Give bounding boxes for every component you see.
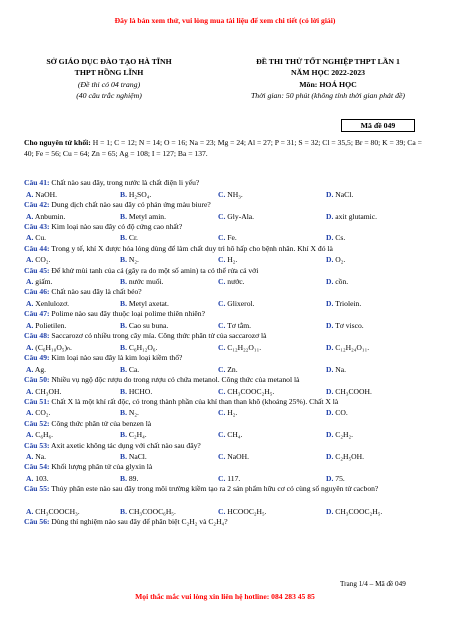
option-text: NH₃. [227, 189, 243, 199]
option-letter: C. [218, 452, 226, 462]
answer-options [24, 320, 426, 331]
option-letter: B. [120, 255, 127, 265]
question-number: Câu 48: [24, 331, 50, 341]
answer-option[interactable] [218, 232, 237, 243]
answer-options [24, 407, 426, 418]
answer-option[interactable] [326, 232, 345, 243]
answer-option[interactable] [218, 364, 238, 375]
option-letter: A. [26, 430, 34, 440]
question-number: Câu 51: [24, 396, 50, 406]
option-text: CH₃COOH. [335, 386, 372, 396]
question-stem [24, 517, 426, 528]
answer-option[interactable] [326, 451, 364, 462]
option-text: N₂. [128, 408, 139, 418]
answer-option[interactable] [218, 386, 274, 397]
answer-option[interactable] [218, 189, 243, 200]
option-text: (C₆H₁₀O₅)ₙ. [35, 342, 72, 352]
school-year: NĂM HỌC 2022-2023 [290, 68, 366, 78]
option-text: Xenlulozơ. [35, 299, 70, 309]
option-text: NaOH. [35, 189, 58, 199]
atomic-mass-note [24, 137, 426, 159]
option-text: Zn. [227, 364, 238, 374]
option-text: Metyl amin. [128, 211, 166, 221]
answer-option[interactable] [26, 407, 50, 418]
option-text: CO₂. [35, 255, 51, 265]
answer-options [24, 276, 426, 287]
option-text: Polietilen. [35, 320, 67, 330]
option-text: Cu. [35, 233, 47, 243]
answer-option[interactable] [26, 298, 69, 309]
option-letter: D. [326, 211, 334, 221]
answer-option[interactable] [218, 298, 255, 309]
option-letter: D. [326, 189, 334, 199]
option-letter: D. [326, 255, 334, 265]
department-name: SỞ GIÁO DỤC ĐÀO TẠO HÀ TĨNH [46, 57, 172, 66]
preview-banner: Đây là bản xem thử, vui lòng mua tài liệu để xem chi tiết (có lời giải) [114, 16, 336, 25]
question-stem [24, 309, 426, 320]
option-letter: A. [26, 474, 34, 484]
question-number: Câu 52: [24, 418, 50, 428]
option-text: 89. [128, 474, 139, 484]
option-letter: C. [218, 189, 226, 199]
option-text: CH₃COOCH₃. [35, 506, 80, 516]
answer-option[interactable] [26, 211, 65, 222]
answer-option[interactable] [120, 189, 151, 200]
answer-option[interactable] [120, 298, 169, 309]
question-text: Để khử mùi tanh của cá (gây ra do một số amin) ta có thể rửa cá với [49, 265, 259, 275]
option-letter: D. [326, 452, 334, 462]
option-text: C₂H₅OH. [335, 452, 365, 462]
option-text: HCOOC₂H₅. [227, 506, 267, 516]
option-text: nước. [227, 277, 245, 287]
answer-option[interactable] [218, 473, 240, 484]
answer-option[interactable] [218, 506, 267, 517]
question-number: Câu 43: [24, 221, 50, 231]
question-stem [24, 178, 426, 189]
option-letter: B. [120, 233, 127, 243]
option-text: Cs. [335, 233, 346, 243]
subject: Môn: HOÁ HỌC [299, 79, 357, 89]
option-text: giấm. [35, 277, 53, 287]
question-text: Saccarozơ có nhiều trong cây mía. Công thức phân tử của saccarozơ là [49, 331, 267, 341]
question-number: Câu 50: [24, 374, 50, 384]
answer-option[interactable] [326, 298, 361, 309]
answer-option[interactable] [326, 506, 382, 517]
answer-options [24, 429, 426, 440]
school-header [24, 56, 194, 102]
option-letter: D. [326, 320, 334, 330]
question-stem [24, 331, 426, 342]
option-text: Tơ tằm. [227, 320, 251, 330]
time-limit: Thời gian: 50 phút (không tính thời gian phát đề) [250, 91, 406, 101]
option-letter: D. [326, 386, 334, 396]
question-text: Thủy phân este nào sau đây trong môi trường kiềm tạo ra 2 sản phẩm hữu cơ có cùng số nguyên tử cacbon? [49, 484, 379, 494]
answer-option[interactable] [326, 429, 353, 440]
answer-option[interactable] [218, 211, 254, 222]
answer-option[interactable] [26, 386, 61, 397]
question-text: Chất X là một khí rất độc, có trong thành phần của khí than than khô (khoảng 25%). Chất X là [49, 396, 339, 406]
answer-option[interactable] [326, 276, 348, 287]
answer-option[interactable] [120, 473, 138, 484]
option-letter: A. [26, 299, 34, 309]
option-text: cồn. [335, 277, 349, 287]
question-number: Câu 55: [24, 484, 50, 494]
option-letter: B. [120, 364, 127, 374]
option-text: Ag. [34, 364, 47, 374]
answer-option[interactable] [218, 276, 245, 287]
answer-option[interactable] [26, 473, 49, 484]
answer-option[interactable] [26, 276, 52, 287]
question-number: Câu 44: [24, 243, 50, 253]
answer-option[interactable] [26, 232, 46, 243]
option-letter: B. [120, 342, 127, 352]
option-text: Triolein. [335, 299, 362, 309]
option-text: CH₄. [227, 430, 243, 440]
option-text: Na. [335, 364, 347, 374]
answer-options [24, 473, 426, 484]
option-letter: B. [120, 452, 127, 462]
answer-option[interactable] [26, 506, 80, 517]
option-letter: A. [26, 233, 34, 243]
answer-option[interactable] [218, 254, 237, 265]
option-text: H₂. [227, 408, 238, 418]
answer-option[interactable] [326, 364, 346, 375]
answer-options [24, 451, 426, 462]
option-text: 103. [35, 474, 49, 484]
question-number: Câu 45: [24, 265, 50, 275]
option-letter: B. [120, 320, 127, 330]
option-letter: A. [26, 277, 34, 287]
hotline-banner: Mọi thắc mắc vui lòng xin liên hệ hotline: 084 283 45 85 [135, 592, 315, 601]
answer-option[interactable] [26, 320, 66, 331]
option-letter: C. [218, 233, 226, 243]
atomic-mass-label: Cho nguyên tử khối: [24, 138, 91, 147]
option-letter: D. [326, 364, 334, 374]
question-stem [24, 200, 426, 211]
option-letter: C. [218, 408, 226, 418]
option-text: Anbumin. [34, 211, 66, 221]
option-letter: A. [26, 342, 34, 352]
answer-option[interactable] [120, 451, 147, 462]
option-letter: B. [120, 474, 127, 484]
page-count-note: (Đề thi có 04 trang) [77, 79, 141, 89]
question-number: Câu 41: [24, 178, 50, 187]
answer-options [24, 364, 426, 375]
option-letter: D. [326, 430, 334, 440]
option-text: N₂. [128, 255, 139, 265]
option-letter: C. [218, 320, 226, 330]
answer-options [24, 254, 426, 265]
question-text: Kim loại nào sau đây có độ cứng cao nhất? [49, 221, 183, 231]
option-text: 75. [335, 474, 345, 484]
option-text: Fe. [227, 233, 237, 243]
option-text: CH₃COOC₂H₅. [227, 386, 275, 396]
answer-option[interactable] [120, 232, 138, 243]
answer-option[interactable] [120, 254, 139, 265]
answer-option[interactable] [326, 189, 353, 200]
question-number: Câu 46: [24, 287, 50, 297]
answer-options [24, 189, 426, 200]
answer-option[interactable] [218, 407, 237, 418]
option-letter: B. [120, 277, 127, 287]
option-letter: D. [326, 233, 334, 243]
question-stem [24, 375, 426, 386]
option-letter: C. [218, 506, 226, 516]
option-letter: A. [26, 506, 34, 516]
question-stem [24, 441, 426, 452]
question-stem [24, 353, 426, 364]
option-letter: C. [218, 430, 226, 440]
option-letter: C. [218, 299, 226, 309]
option-text: Glixerol. [227, 299, 255, 309]
question-number: Câu 56: [24, 516, 50, 526]
answer-option[interactable] [26, 342, 72, 353]
question-text: Dung dịch chất nào sau đây có phản ứng màu biure? [49, 199, 211, 209]
option-text: C₂H₄. [128, 430, 147, 440]
option-letter: B. [120, 430, 127, 440]
option-text: Gly-Ala. [227, 211, 255, 221]
answer-option[interactable] [120, 386, 152, 397]
question-stem [24, 287, 426, 298]
question-stem [24, 266, 426, 277]
option-letter: D. [326, 506, 334, 516]
answer-options [24, 211, 426, 222]
answer-option[interactable] [326, 342, 369, 353]
option-letter: A. [26, 189, 34, 199]
answer-option[interactable] [120, 320, 168, 331]
option-letter: B. [120, 408, 127, 418]
option-text: NaOH. [227, 452, 250, 462]
question-stem [24, 244, 426, 255]
option-letter: B. [120, 211, 127, 221]
question-text: Công thức phân tử của benzen là [49, 418, 152, 428]
answer-option[interactable] [326, 473, 345, 484]
answer-options [24, 506, 426, 517]
answer-option[interactable] [120, 407, 139, 418]
question-number: Câu 42: [24, 199, 50, 209]
option-letter: A. [26, 364, 34, 374]
question-stem [24, 222, 426, 233]
option-letter: D. [326, 408, 334, 418]
answer-option[interactable] [26, 364, 46, 375]
option-letter: B. [120, 506, 127, 516]
question-number: Câu 54: [24, 462, 50, 472]
option-text: C₂H₂. [335, 430, 354, 440]
question-text: Dùng thí nghiệm nào sau đây để phân biệt C₂H₂ và C₂H₄? [49, 516, 228, 526]
answer-option[interactable] [326, 320, 364, 331]
answer-option[interactable] [218, 451, 249, 462]
answer-options [24, 342, 426, 353]
answer-option[interactable] [326, 407, 348, 418]
answer-option[interactable] [218, 429, 242, 440]
answer-options [24, 298, 426, 309]
option-text: Metyl axetat. [128, 299, 169, 309]
option-letter: A. [26, 255, 34, 265]
option-text: NaCl. [128, 452, 147, 462]
option-letter: C. [218, 211, 226, 221]
option-text: CO. [335, 408, 348, 418]
answer-option[interactable] [326, 254, 345, 265]
question-count-note: (40 câu trắc nghiệm) [76, 91, 142, 101]
answer-option[interactable] [26, 254, 50, 265]
answer-option[interactable] [326, 211, 377, 222]
question-stem [24, 419, 426, 430]
option-text: H₂SO₄. [128, 189, 152, 199]
option-letter: D. [326, 299, 334, 309]
option-letter: D. [326, 277, 334, 287]
option-text: Ca. [128, 364, 140, 374]
question-number: Câu 47: [24, 309, 50, 319]
option-letter: B. [120, 386, 127, 396]
answer-option[interactable] [26, 189, 57, 200]
question-text: Axit axetic không tác dụng với chất nào sau đây? [49, 440, 201, 450]
answer-option[interactable] [26, 429, 53, 440]
option-letter: A. [26, 408, 34, 418]
answer-options [24, 232, 426, 243]
question-stem [24, 462, 426, 473]
question-number: Câu 53: [24, 440, 50, 450]
atomic-mass-values: H = 1; C = 12; N = 14; O = 16; Na = 23; Mg = 24; Al = 27; P = 31; S = 32; Cl = 35,5; Br = 80; K = 39; Ca = 40; Fe = 56; Cu = 64; Zn = 65; Ag = 108; I = 127; Ba = 137. [24, 138, 422, 158]
question-text: Nhiều vụ ngộ độc rượu do trong rượu có chứa metanol. Công thức của metanol là [49, 374, 300, 384]
option-text: CH₃COOC₂H₅. [335, 506, 383, 516]
option-text: H₂. [227, 255, 238, 265]
option-text: C₁₂H₂₄O₁₁. [335, 342, 370, 352]
option-letter: C. [218, 342, 226, 352]
question-text: Trong y tế, khí X được hóa lỏng dùng để làm chất duy trì hô hấp cho bệnh nhân. Khí X đó là [49, 243, 333, 253]
answer-option[interactable] [120, 364, 139, 375]
question-number: Câu 49: [24, 353, 50, 362]
answer-option[interactable] [120, 276, 164, 287]
question-list [24, 178, 426, 528]
option-text: HCHO. [128, 386, 153, 396]
exam-title: ĐỀ THI THỬ TỐT NGHIỆP THPT LẦN 1 [256, 57, 400, 66]
school-name: THPT HỒNG LĨNH [74, 68, 144, 78]
option-text: Na. [35, 452, 47, 462]
question-stem [24, 397, 426, 408]
option-letter: A. [26, 452, 34, 462]
answer-option[interactable] [26, 451, 46, 462]
answer-option[interactable] [120, 506, 176, 517]
option-letter: C. [218, 474, 226, 484]
answer-option[interactable] [120, 211, 166, 222]
option-letter: B. [120, 299, 127, 309]
answer-option[interactable] [120, 429, 147, 440]
option-text: Tơ visco. [335, 320, 364, 330]
option-text: C₁₂H₂₂O₁₁. [227, 342, 262, 352]
question-text: Polime nào sau đây thuộc loại polime thiên nhiên? [49, 309, 205, 319]
answer-options [24, 386, 426, 397]
option-text: CH₃OH. [35, 386, 62, 396]
answer-option[interactable] [218, 342, 261, 353]
option-letter: C. [218, 255, 226, 265]
exam-header [212, 56, 444, 102]
option-text: CO₂. [35, 408, 51, 418]
option-letter: D. [326, 474, 334, 484]
question-text: Chất nào sau đây, trong nước là chất điện li yếu? [49, 178, 200, 187]
option-text: nước muối. [128, 277, 164, 287]
exam-code-box: Mã đề 049 [341, 119, 415, 132]
option-letter: C. [218, 277, 226, 287]
option-letter: A. [26, 211, 34, 221]
option-text: C₆H₁₂O₆. [128, 342, 158, 352]
option-text: NaCl. [335, 189, 354, 199]
answer-option[interactable] [218, 320, 251, 331]
option-letter: C. [218, 364, 226, 374]
option-text: O₂. [335, 255, 346, 265]
option-text: CH₃COOC₆H₅. [128, 506, 176, 516]
page-number: Trang 1/4 – Mã đề 049 [340, 580, 406, 588]
option-letter: D. [326, 342, 334, 352]
option-letter: B. [120, 189, 127, 199]
question-stem [24, 484, 426, 505]
question-text: Chất nào sau đây là chất béo? [49, 287, 142, 297]
option-letter: C. [218, 386, 226, 396]
answer-option[interactable] [120, 342, 157, 353]
option-text: 117. [227, 474, 241, 484]
option-text: axit glutamic. [335, 211, 378, 221]
option-letter: A. [26, 320, 34, 330]
option-text: C₆H₆. [35, 430, 54, 440]
answer-option[interactable] [326, 386, 372, 397]
option-letter: A. [26, 386, 34, 396]
question-text: Khối lượng phân tử của glyxin là [49, 462, 153, 472]
option-text: Cao su buna. [128, 320, 169, 330]
option-text: Cr. [128, 233, 138, 243]
question-text: Kim loại nào sau đây là kim loại kiềm thổ? [49, 353, 183, 362]
